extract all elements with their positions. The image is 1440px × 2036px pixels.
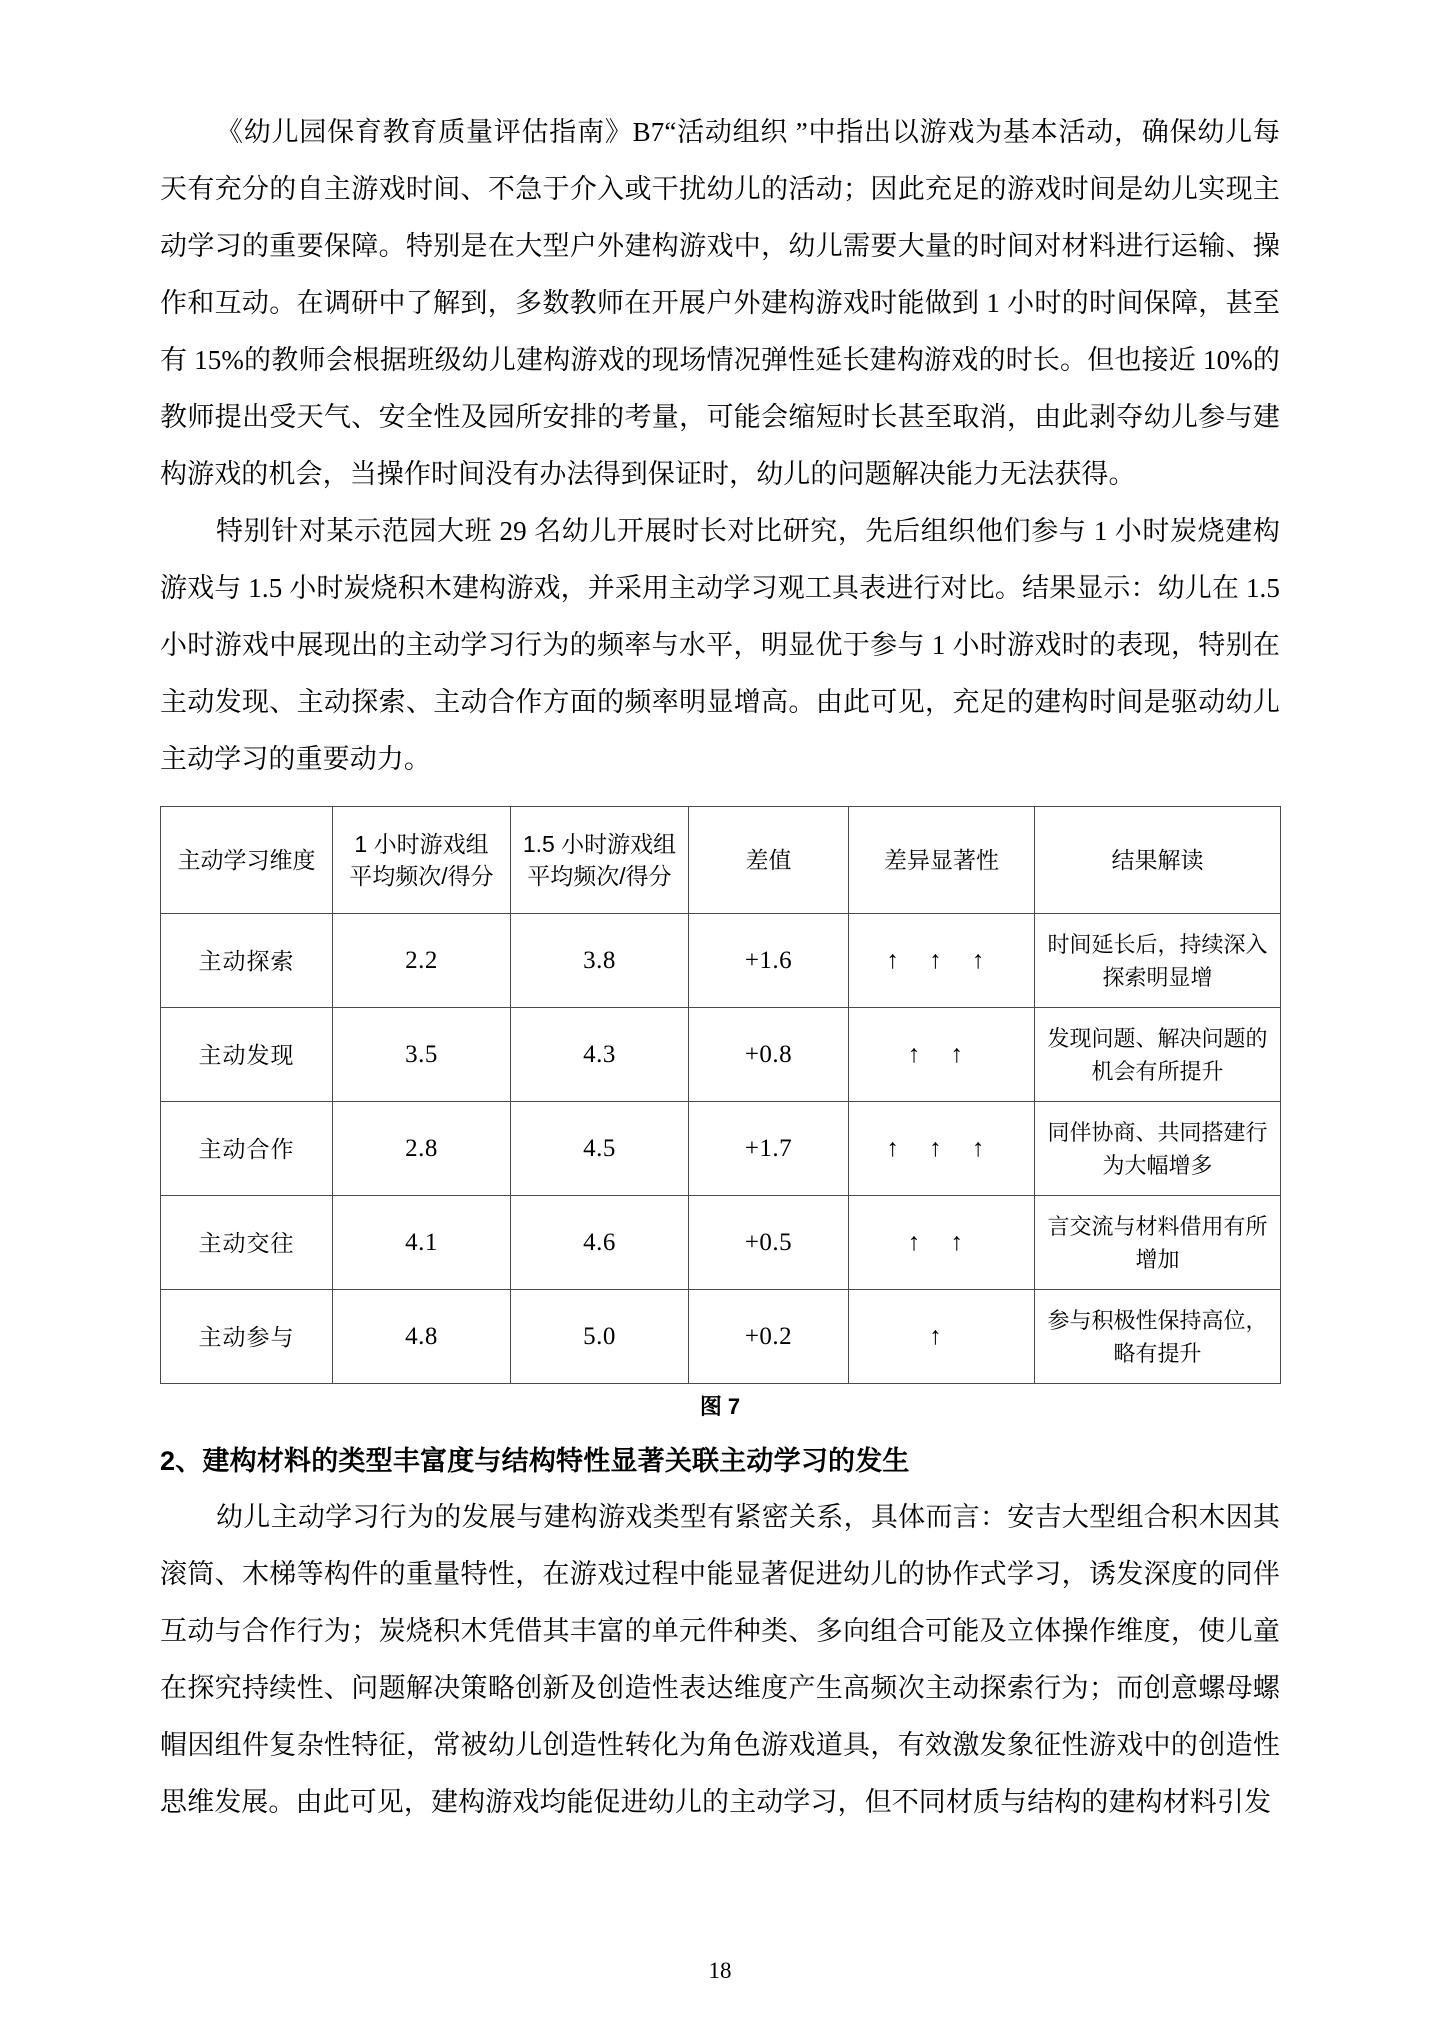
- cell-interpretation: 时间延长后，持续深入探索明显增: [1035, 914, 1281, 1008]
- table-row: [161, 1008, 1281, 1102]
- cell-difference: +1.7: [689, 1102, 849, 1196]
- table-header-row: [161, 807, 1281, 914]
- cell-interpretation: 同伴协商、共同搭建行为大幅增多: [1035, 1102, 1281, 1196]
- cell-significance-arrows: ↑ ↑: [849, 1196, 1035, 1290]
- cell-interpretation: 发现问题、解决问题的机会有所提升: [1035, 1008, 1281, 1102]
- column-header-interpretation-line1: 结果解读: [1111, 847, 1204, 873]
- cell-group-1h: 4.1: [333, 1196, 511, 1290]
- cell-group-1-5h: 3.8: [511, 914, 689, 1008]
- cell-difference: +0.2: [689, 1290, 849, 1384]
- column-header-group-1h-line2: 平均频次/得分: [349, 863, 494, 889]
- paragraph-1: 《幼儿园保育教育质量评估指南》B7“活动组织 ”中指出以游戏为基本活动，确保幼儿每天有充分的自主游戏时间、不急于介入或干扰幼儿的活动；因此充足的游戏时间是幼儿实现主动学习的重要保障。特别是在大型户外建构游戏中，幼儿需要大量的时间对材料进行运输、操作和互动。在调研中了解到，多数教师在开展户外建构游戏时能做到 1 小时的时间保障，甚至有 15%的教师会根据班级幼儿建构游戏的现场情况弹性延长建构游戏的时长。但也接近 10%的教师提出受天气、安全性及园所安排的考量，可能会缩短时长甚至取消，由此剥夺幼儿参与建构游戏的机会，当操作时间没有办法得到保证时，幼儿的问题解决能力无法获得。: [160, 117, 1280, 489]
- column-header-group-1h: [333, 807, 511, 914]
- table-row: [161, 1102, 1281, 1196]
- column-header-difference-line1: 差值: [745, 847, 792, 873]
- cell-dimension: 主动探索: [161, 914, 333, 1008]
- table-row: [161, 1290, 1281, 1384]
- column-header-interpretation: [1035, 807, 1281, 914]
- column-header-difference: [689, 807, 849, 914]
- section-heading: 2、建构材料的类型丰富度与结构特性显著关联主动学习的发生: [160, 1446, 910, 1476]
- paragraph-3: 幼儿主动学习行为的发展与建构游戏类型有紧密关系，具体而言：安吉大型组合积木因其滚筒、木梯等构件的重量特性，在游戏过程中能显著促进幼儿的协作式学习，诱发深度的同伴互动与合作行为；炭烧积木凭借其丰富的单元件种类、多向组合可能及立体操作维度，使儿童在探究持续性、问题解决策略创新及创造性表达维度产生高频次主动探索行为；而创意螺母螺帽因组件复杂性特征，常被幼儿创造性转化为角色游戏道具，有效激发象征性游戏中的创造性思维发展。由此可见，建构游戏均能促进幼儿的主动学习，但不同材质与结构的建构材料引发: [160, 1502, 1280, 1817]
- cell-interpretation: 言交流与材料借用有所增加: [1035, 1196, 1281, 1290]
- cell-significance-arrows: ↑ ↑ ↑: [849, 914, 1035, 1008]
- cell-interpretation: 参与积极性保持高位，略有提升: [1035, 1290, 1281, 1384]
- column-header-group-1-5h: [511, 807, 689, 914]
- active-learning-comparison-table: [160, 806, 1281, 1384]
- cell-group-1-5h: 4.5: [511, 1102, 689, 1196]
- cell-group-1h: 2.2: [333, 914, 511, 1008]
- cell-group-1-5h: 5.0: [511, 1290, 689, 1384]
- cell-difference: +0.8: [689, 1008, 849, 1102]
- column-header-group-1-5h-line2: 平均频次/得分: [527, 863, 672, 889]
- cell-group-1h: 2.8: [333, 1102, 511, 1196]
- page-number: 18: [708, 1958, 732, 1983]
- cell-dimension: 主动参与: [161, 1290, 333, 1384]
- cell-difference: +1.6: [689, 914, 849, 1008]
- table-row: [161, 1196, 1281, 1290]
- cell-group-1-5h: 4.6: [511, 1196, 689, 1290]
- cell-difference: +0.5: [689, 1196, 849, 1290]
- cell-group-1h: 3.5: [333, 1008, 511, 1102]
- cell-significance-arrows: ↑ ↑: [849, 1008, 1035, 1102]
- column-header-dimension-line1: 主动学习维度: [177, 847, 316, 873]
- cell-dimension: 主动发现: [161, 1008, 333, 1102]
- cell-significance-arrows: ↑: [849, 1290, 1035, 1384]
- column-header-dimension: [161, 807, 333, 914]
- page-content: [160, 104, 1280, 1831]
- table-body: [161, 914, 1281, 1384]
- column-header-group-1h-line1: 1 小时游戏组: [354, 831, 489, 857]
- figure-caption: 图 7: [699, 1394, 741, 1419]
- cell-dimension: 主动交往: [161, 1196, 333, 1290]
- column-header-significance-line1: 差异显著性: [884, 847, 999, 873]
- cell-significance-arrows: ↑ ↑ ↑: [849, 1102, 1035, 1196]
- table-row: [161, 914, 1281, 1008]
- cell-dimension: 主动合作: [161, 1102, 333, 1196]
- figure-7-table-wrapper: [160, 806, 1280, 1384]
- table-header: [161, 807, 1281, 914]
- cell-group-1-5h: 4.3: [511, 1008, 689, 1102]
- column-header-group-1-5h-line1: 1.5 小时游戏组: [522, 831, 677, 857]
- cell-group-1h: 4.8: [333, 1290, 511, 1384]
- paragraph-2: 特别针对某示范园大班 29 名幼儿开展时长对比研究，先后组织他们参与 1 小时炭烧建构游戏与 1.5 小时炭烧积木建构游戏，并采用主动学习观工具表进行对比。结果显示：幼儿在 1.5 小时游戏中展现出的主动学习行为的频率与水平，明显优于参与 1 小时游戏时的表现，特别在主动发现、主动探索、主动合作方面的频率明显增高。由此可见，充足的建构时间是驱动幼儿主动学习的重要动力。: [160, 516, 1280, 774]
- column-header-significance: [849, 807, 1035, 914]
